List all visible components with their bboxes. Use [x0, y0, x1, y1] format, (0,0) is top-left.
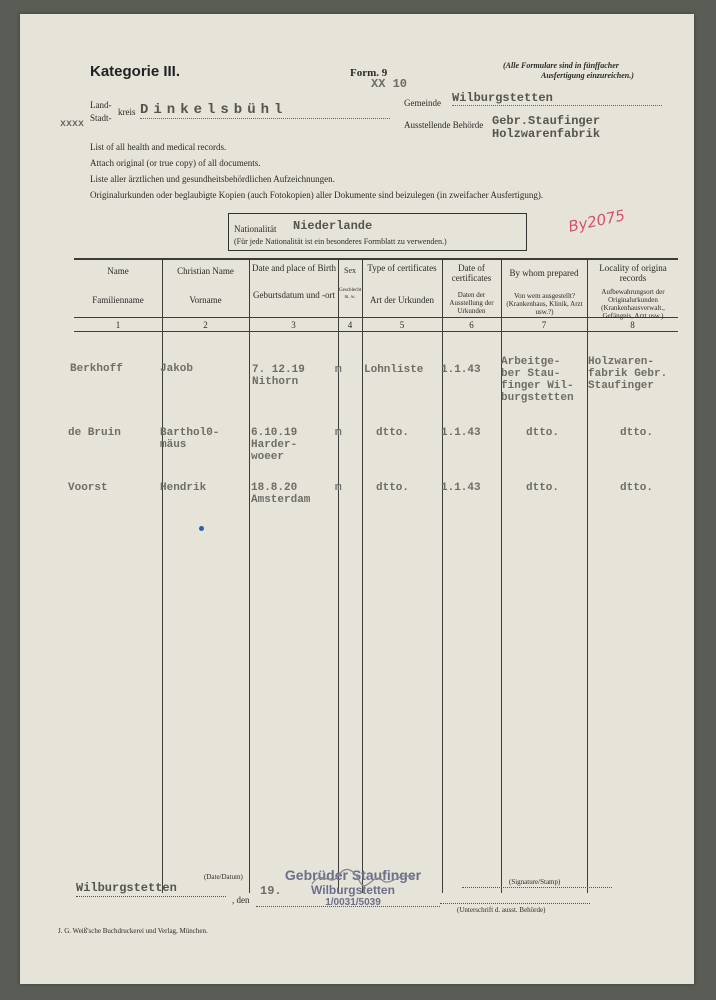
xxxx-mark: xxxx: [60, 119, 85, 130]
row1-birth: 7. 12.19 Nithorn: [252, 364, 305, 388]
stadt-label: Stadt-: [90, 113, 112, 123]
gemeinde-label: Gemeinde: [404, 98, 441, 108]
col-locality-num: 8: [630, 320, 635, 330]
form-label: Form. 9: [350, 67, 388, 79]
col-name-en: Name: [107, 266, 129, 276]
row1-name: Berkhoff: [70, 363, 123, 375]
form-number-typed: XX 10: [371, 77, 408, 91]
col-name-num: 1: [115, 320, 121, 330]
row1-type: Lohnliste: [364, 364, 424, 376]
col-sex-en: Sex: [344, 266, 356, 275]
col-type-en: Type of certificates: [367, 263, 437, 273]
col-locality-de: Aufbewahrungsort der Originalurkunden (Krankenhausverwalt., Gefängnis, Arzt usw.): [601, 288, 665, 320]
row2-sex: m: [335, 427, 342, 439]
behoerde-label: Ausstellende Behörde: [404, 120, 484, 130]
row3-first: Hendrik: [160, 482, 207, 494]
col-date-num: 6: [469, 320, 474, 330]
col-date-en: Date of certificates: [451, 263, 492, 283]
land-label: Land-: [90, 100, 112, 110]
row2-type: dtto.: [376, 427, 410, 439]
signature-label: (Signature/Stamp): [509, 878, 561, 886]
kreis-label: kreis: [118, 107, 136, 117]
footer-place: Wilburgstetten: [76, 881, 177, 895]
col-locality-en: Locality of origina records: [599, 263, 667, 283]
stamp-line2: Wilburgstetten: [311, 883, 395, 897]
printer-imprint: J. G. Weiß'sche Buchdruckerei und Verlag, München.: [58, 927, 208, 935]
col-sex-num: 4: [347, 320, 353, 330]
col-sex-de: Geschlecht m. w.: [339, 288, 362, 300]
footer-den: , den: [232, 895, 250, 905]
handwritten-mark: By2075: [566, 206, 627, 236]
row1-by: Arbeitge- ber Stau- finger Wil- burgstetten: [501, 356, 574, 404]
ink-dot: [199, 526, 204, 531]
row3-sex: m: [335, 482, 342, 494]
col-by-de: Von wem ausgestellt? (Krankenhaus, Klinik, Arzt usw.?): [506, 292, 583, 316]
row1-date: 1.1.43: [441, 364, 481, 376]
row2-date: 1.1.43: [441, 427, 481, 439]
row3-birth: 18.8.20 Amsterdam: [251, 482, 311, 506]
row2-first: Barthol0- mäus: [160, 427, 220, 451]
signature: [308, 864, 418, 892]
stamp-line1: Gebrüder Staufinger: [284, 867, 422, 883]
col-first-de: Vorname: [189, 295, 222, 305]
instruction-line-1: List of all health and medical records.: [90, 142, 227, 152]
signature-label-de: (Unterschrift d. ausst. Behörde): [457, 906, 546, 914]
col-type-de: Art der Urkunden: [370, 295, 434, 305]
row3-date: 1.1.43: [441, 482, 481, 494]
col-birth-de: Geburtsdatum und -ort: [253, 290, 335, 300]
signature-scribble: [308, 864, 418, 892]
col-name-de: Familienname: [92, 295, 144, 305]
col-date-de: Daten der Ausstellung der Urkunden: [449, 291, 494, 315]
form-note-line1: (Alle Formulare sind in fünffacher: [503, 61, 619, 70]
row1-locality: Holzwaren- fabrik Gebr. Staufinger: [588, 356, 668, 392]
nationality-note: (Für jede Nationalität ist ein besonderes Formblatt zu verwenden.): [234, 237, 447, 246]
row2-locality: dtto.: [620, 427, 654, 439]
row1-sex: m: [335, 364, 342, 376]
document-page: [20, 14, 694, 984]
stamp-line3: 1/0031/5039: [325, 897, 381, 908]
footer-date-label: (Date/Datum): [204, 873, 243, 881]
row2-birth: 6.10.19 Harder- woeer: [251, 427, 298, 463]
row2-by: dtto.: [526, 427, 560, 439]
nationality-value: Niederlande: [293, 219, 373, 233]
row1-first: Jakob: [160, 363, 194, 375]
kreis-value: Dinkelsbühl: [140, 102, 390, 119]
form-note-line2: Ausfertigung einzureichen.): [541, 71, 634, 80]
behoerde-value-line2: Holzwarenfabrik: [492, 127, 601, 141]
col-by-en: By whom prepared: [509, 268, 579, 278]
col-type-num: 5: [399, 320, 405, 330]
col-birth-en: Date and place of Birth: [252, 263, 336, 273]
nationality-box: [228, 213, 527, 251]
row2-name: de Bruin: [68, 427, 121, 439]
col-first-num: 2: [203, 320, 208, 330]
instruction-line-4: Originalurkunden oder beglaubigte Kopien (auch Fotokopien) aller Dokumente sind beizulegen (in zweifacher Ausfertigung).: [90, 190, 544, 200]
col-first-en: Christian Name: [177, 266, 234, 276]
col-by-num: 7: [541, 320, 547, 330]
row3-by: dtto.: [526, 482, 560, 494]
gemeinde-value: Wilburgstetten: [452, 91, 662, 106]
row3-name: Voorst: [68, 482, 108, 494]
nationality-label: Nationalität: [234, 224, 277, 234]
col-birth-num: 3: [291, 320, 296, 330]
category-title: Kategorie III.: [90, 63, 181, 80]
footer-date-typed: 19.: [260, 884, 282, 898]
row3-type: dtto.: [376, 482, 410, 494]
instruction-line-3: Liste aller ärztlichen und gesundheitsbehördlichen Aufzeichnungen.: [90, 174, 335, 184]
instruction-line-2: Attach original (or true copy) of all documents.: [90, 158, 261, 168]
behoerde-value-line1: Gebr.Staufinger: [492, 114, 601, 128]
row3-locality: dtto.: [620, 482, 654, 494]
